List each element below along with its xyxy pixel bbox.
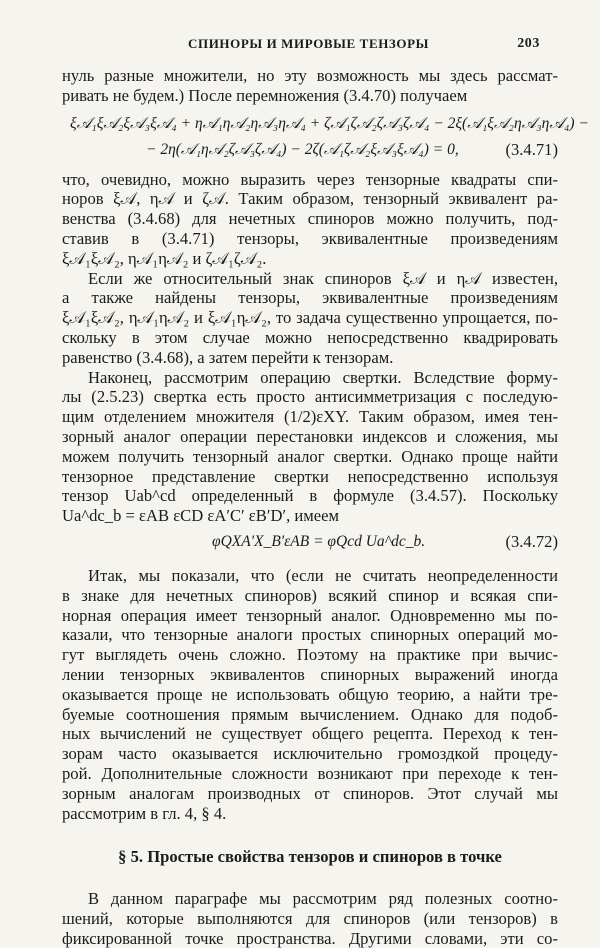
text-line: тензорное представление свертки непосредственно используя bbox=[62, 466, 558, 486]
text-line: рассмотрим в гл. 4, § 4. bbox=[62, 803, 227, 823]
paragraph-6 bbox=[62, 889, 558, 948]
text-line: В данном параграфе мы рассмотрим ряд полезных соотно- bbox=[88, 889, 558, 909]
equation-line-2 bbox=[62, 140, 558, 170]
text-line: норная операция имеет тензорный аналог. Одновременно мы по- bbox=[62, 605, 558, 625]
equation-3-4-72 bbox=[62, 526, 558, 566]
text-line: казали, что тензорные аналоги простых спинорных операций мо- bbox=[62, 625, 558, 645]
paragraph-3 bbox=[62, 269, 558, 368]
text-line: зорным аналогам производных от спиноров. Этот случай мы bbox=[62, 783, 558, 803]
text-line: что, очевидно, можно выразить через тензорные квадраты спи- bbox=[62, 169, 558, 189]
paragraph-5 bbox=[62, 566, 558, 823]
running-title: СПИНОРЫ И МИРОВЫЕ ТЕНЗОРЫ bbox=[188, 36, 430, 51]
paragraph-1 bbox=[62, 66, 558, 106]
text-line: фиксированной точке пространства. Другими словами, эти со- bbox=[62, 928, 558, 948]
paragraph-4 bbox=[62, 368, 558, 526]
text-line: в знаке для нечетных спиноров) всякий спинор и всякая спи- bbox=[62, 585, 558, 605]
text-line: лы (2.5.23) свертка есть просто антисимметризация с последую- bbox=[62, 387, 558, 407]
text-line: нуль разные множители, но эту возможность мы здесь рассмат- bbox=[62, 66, 558, 85]
text-line: тензор Uab^cd определенный в формуле (3.4.57). Поскольку bbox=[62, 486, 558, 506]
text-line: оказывается проще не использовать общую теорию, а найти тре- bbox=[62, 684, 558, 704]
text-line: Ua^dc_b = εAB εCD εA′C′ εB′D′, имеем bbox=[62, 506, 339, 526]
text-line: ξ𝒜₁ξ𝒜₂, η𝒜₁η𝒜₂ и ζ𝒜₁ζ𝒜₂. bbox=[62, 248, 267, 268]
text-line: ставив в (3.4.71) тензоры, эквивалентные произведениям bbox=[62, 228, 558, 248]
equation-3-4-71 bbox=[62, 106, 589, 170]
text-line: Наконец, рассмотрим операцию свертки. Вследствие форму- bbox=[88, 367, 558, 387]
text-line: Итак, мы показали, что (если не считать неопределенности bbox=[88, 565, 558, 585]
text-line: а также найдены тензоры, эквивалентные произведениям bbox=[62, 288, 558, 308]
text-line: лении тензорных эквивалентов спинорных выражений иногда bbox=[62, 664, 558, 684]
text-line: равенство (3.4.68), а затем перейти к тензорам. bbox=[62, 347, 394, 367]
text-line: рой. Дополнительные сложности возникают при переходе к тен- bbox=[62, 763, 558, 783]
page-body bbox=[62, 66, 589, 948]
text-line: можем получить тензорный аналог свертки. Однако проще найти bbox=[62, 446, 558, 466]
text-line: буемые соотношения прямым вычислением. Однако для подоб- bbox=[62, 704, 558, 724]
text-line: Если же относительный знак спиноров ξ𝒜 и η𝒜 известен, bbox=[88, 268, 558, 288]
paragraph-2 bbox=[62, 170, 558, 269]
equation-number: (3.4.72) bbox=[505, 531, 558, 551]
equation-line-1: ξ𝒜₁ξ𝒜₂ξ𝒜₃ξ𝒜₄ + η𝒜₁η𝒜₂η𝒜₃η𝒜₄ + ζ𝒜₁ζ𝒜₂ζ𝒜₃ζ𝒜₄ − 2ξ(𝒜₁ξ𝒜₂η𝒜₃η𝒜₄) − bbox=[70, 114, 589, 132]
text-line: шений, которые выполняются для спиноров (или тензоров) в bbox=[62, 908, 558, 928]
text-line: щим отделением множителя (1/2)εXY. Таким образом, имея тен- bbox=[62, 407, 558, 427]
equation-line-2-text: − 2η(𝒜₁η𝒜₂ζ𝒜₃ζ𝒜₄) − 2ζ(𝒜₁ζ𝒜₂ξ𝒜₃ξ𝒜₄) = 0, bbox=[146, 140, 459, 158]
text-line: зорам часто оказывается исключительно громоздкой процеду- bbox=[62, 744, 558, 764]
text-line: ных вычислений не существует общего рецепта. Переход к тен- bbox=[62, 724, 558, 744]
page-number: 203 bbox=[517, 36, 540, 51]
text-line: венства (3.4.68) для нечетных спиноров можно получить, под- bbox=[62, 209, 558, 229]
text-line: скольку в этом случае можно непосредственно квадрировать bbox=[62, 327, 558, 347]
text-line: ривать не будем.) После перемножения (3.4.70) получаем bbox=[62, 85, 468, 105]
equation-text: φQXA′X_B′εAB = φQcd Ua^dc_b. bbox=[212, 532, 426, 550]
text-line: норов ξ𝒜, η𝒜 и ζ𝒜. Таким образом, тензорный эквивалент ра- bbox=[62, 189, 558, 209]
text-line: зорный аналог операции перестановки индексов и сложения, мы bbox=[62, 426, 558, 446]
equation-number: (3.4.71) bbox=[505, 139, 558, 159]
section-heading: § 5. Простые свойства тензоров и спиноров в точке bbox=[118, 847, 502, 867]
running-header bbox=[70, 36, 540, 56]
text-line: ξ𝒜₁ξ𝒜₂, η𝒜₁η𝒜₂ и ξ𝒜₁η𝒜₂, то задача существенно упрощается, по- bbox=[62, 308, 558, 328]
text-line: гут выглядеть очень сложно. Поэтому на практике при вычис- bbox=[62, 645, 558, 665]
